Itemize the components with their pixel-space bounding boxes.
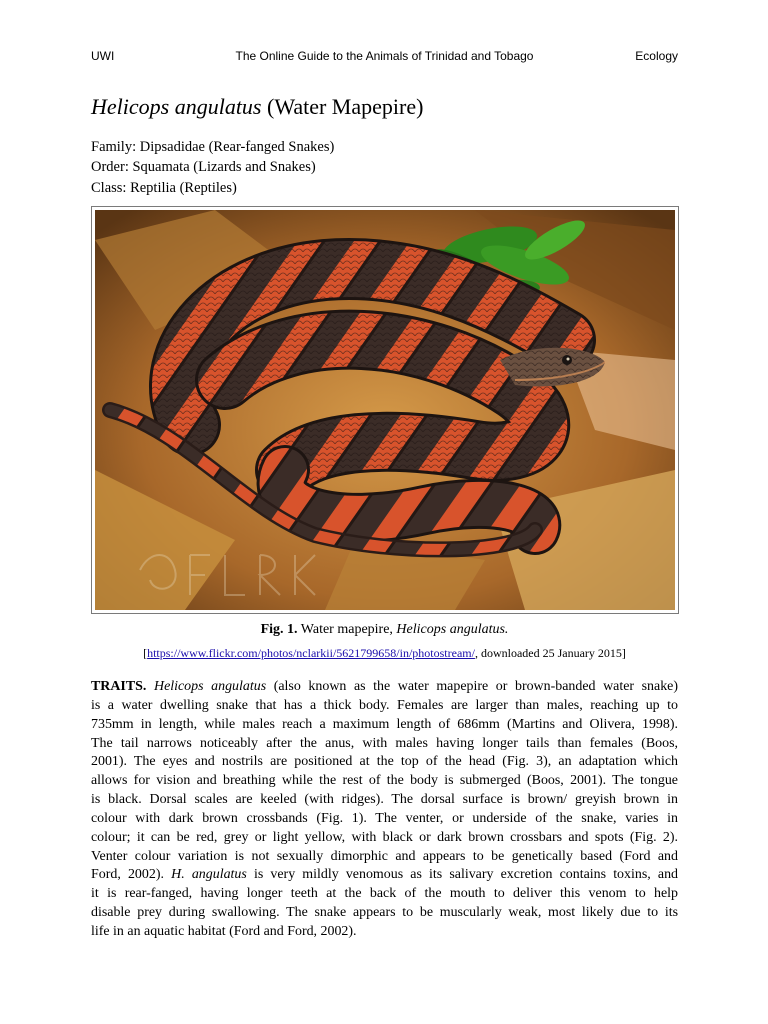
source-bracket: [ [143,646,148,660]
source-tail: , downloaded 25 January 2015] [474,646,626,660]
traits-line: is black. Dorsal scales are keeled (with ridges). The dorsal surface is brown/ greyish brown in [91,792,678,808]
figure-label: Fig. 1. [260,622,298,637]
snake-photo-figure [91,206,679,614]
traits-line: The tail narrows noticeably after the anus, with males having longer tails than females (Boos, [91,735,678,751]
scientific-name: Helicops angulatus [91,94,262,119]
traits-line: 2001). The eyes and nostrils are positioned at the top of the head (Fig. 3), an adaptation which [91,754,678,770]
traits-line: colour with dark brown crossbands (Fig. 1). The venter, or underside of the snake, varies in [91,810,678,826]
figure-source [91,645,678,662]
traits-line: allows for vision and breathing while the rest of the body is submerged (Boos, 2001). The tongue [91,773,678,789]
traits-line: life in an aquatic habitat (Ford and Ford, 2002). [91,923,357,939]
traits-line: 735mm in length, while males reach a maximum length of 686mm (Martins and Olivera, 1998). [91,716,678,732]
traits-heading: TRAITS. [91,679,147,694]
classification-block [91,137,334,198]
traits-line: Venter colour variation is not sexually dimorphic and appears to be genetically based (Ford and [91,848,678,864]
common-name: (Water Mapepire) [267,94,424,119]
traits-paragraph [91,678,678,942]
header-guide-title: The Online Guide to the Animals of Trinidad and Tobago [235,49,534,63]
caption-species: Helicops angulatus. [396,622,509,637]
header-section: Ecology [635,49,678,63]
traits-line: colour; it can be red, grey or light yellow, with black or dark brown crossbars and spots (Fig. 2). [91,829,678,845]
caption-text: Water mapepire, [300,622,393,637]
class-line: Class: Reptilia (Reptiles) [91,179,237,196]
traits-line: Ford, 2002). H. angulatus is very mildly venomous as its salivary excretion contains toxins, and [91,867,679,883]
source-link[interactable]: https://www.flickr.com/photos/nclarkii/5621799658/in/photostream/ [147,646,475,660]
family-line: Family: Dipsadidae (Rear-fanged Snakes) [91,139,335,155]
traits-line: TRAITS. Helicops angulatus (also known as the water mapepire or brown-banded water snake) [91,679,678,694]
traits-line: is a water dwelling snake that has a thick body. Females are larger than males, reaching up to [91,697,678,713]
traits-line: it is rear-fanged, having longer teeth at the back of the mouth to deliver this venom to help [91,886,678,902]
header-institution: UWI [91,49,115,63]
traits-species-abbrev: H. angulatus [171,867,247,883]
snake-photo [95,210,675,610]
traits-line: disable prey during swallowing. The snake appears to be muscularly weak, most likely due to its [91,905,678,921]
order-line: Order: Squamata (Lizards and Snakes) [91,159,316,176]
species-title [91,92,423,122]
traits-species: Helicops angulatus [154,679,267,694]
figure-caption [91,621,678,639]
running-header [91,47,678,65]
